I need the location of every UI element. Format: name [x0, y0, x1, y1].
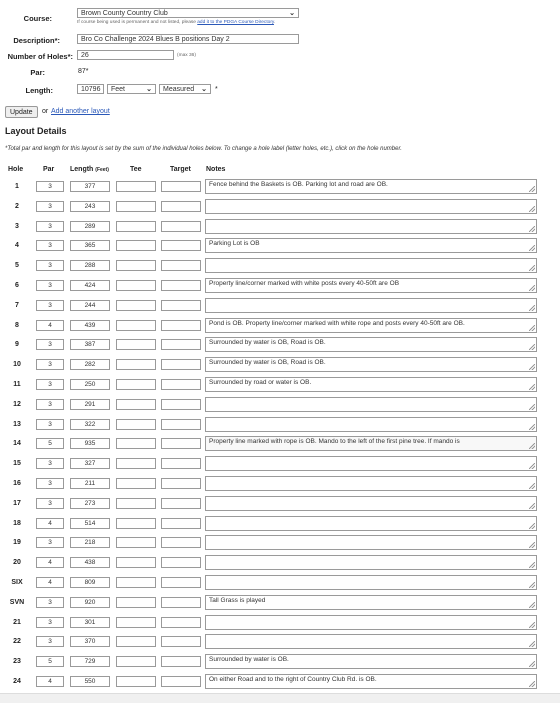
par-input[interactable]: 5 [36, 656, 64, 667]
hole-number-link[interactable]: 7 [15, 301, 19, 309]
hole-number-link[interactable]: 18 [13, 519, 21, 527]
hole-number-link[interactable]: SVN [9, 598, 25, 606]
resize-grip-icon[interactable] [529, 305, 535, 311]
tee-input[interactable] [116, 399, 156, 410]
length-input[interactable]: 365 [70, 240, 110, 251]
notes-textarea[interactable] [205, 179, 537, 194]
par-input[interactable]: 5 [36, 438, 64, 449]
table-row [0, 633, 560, 653]
par-input[interactable]: 3 [36, 478, 64, 489]
table-row [0, 356, 560, 376]
par-input[interactable]: 4 [36, 557, 64, 568]
length-input[interactable]: 291 [70, 399, 110, 410]
par-input[interactable]: 3 [36, 498, 64, 509]
notes-textarea[interactable] [205, 436, 537, 451]
target-input[interactable] [161, 478, 201, 489]
length-input[interactable]: 243 [70, 201, 110, 212]
tee-input[interactable] [116, 201, 156, 212]
hole-number-link[interactable]: 2 [15, 202, 19, 210]
par-input[interactable]: 3 [36, 260, 64, 271]
target-input[interactable] [161, 656, 201, 667]
table-row [0, 396, 560, 416]
tee-input[interactable] [116, 557, 156, 568]
target-input[interactable] [161, 359, 201, 370]
length-input[interactable]: 438 [70, 557, 110, 568]
tee-input[interactable] [116, 676, 156, 687]
table-row [0, 198, 560, 218]
length-input[interactable]: 244 [70, 300, 110, 311]
notes-textarea[interactable] [205, 417, 537, 432]
notes-textarea[interactable] [205, 496, 537, 511]
chevron-down-icon: ⌄ [289, 10, 295, 17]
length-input[interactable]: 439 [70, 320, 110, 331]
notes-textarea[interactable] [205, 199, 537, 214]
tee-input[interactable] [116, 260, 156, 271]
hole-number-link[interactable]: 5 [15, 262, 19, 270]
course-select-value: Brown County Country Club [81, 9, 168, 17]
hole-number-link[interactable]: 19 [13, 539, 21, 547]
par-input[interactable]: 3 [36, 339, 64, 350]
header-tee: Tee [130, 166, 142, 173]
par-input[interactable]: 4 [36, 577, 64, 588]
tee-input[interactable] [116, 419, 156, 430]
notes-textarea[interactable] [205, 674, 537, 689]
resize-grip-icon[interactable] [529, 542, 535, 548]
header-hole: Hole [8, 166, 24, 173]
length-input[interactable]: 289 [70, 221, 110, 232]
add-layout-link[interactable]: Add another layout [51, 108, 110, 115]
tee-input[interactable] [116, 636, 156, 647]
par-input[interactable]: 4 [36, 320, 64, 331]
unit-select-value: Feet [111, 85, 126, 93]
hole-number-link[interactable]: 3 [15, 222, 19, 230]
tee-input[interactable] [116, 617, 156, 628]
tee-input[interactable] [116, 181, 156, 192]
resize-grip-icon[interactable] [529, 384, 535, 390]
par-input[interactable]: 3 [36, 597, 64, 608]
length-input[interactable]: 301 [70, 617, 110, 628]
resize-grip-icon[interactable] [529, 443, 535, 449]
notes-text: Property line/corner marked with white posts every 40-50ft are OB [209, 280, 400, 287]
table-row [0, 297, 560, 317]
target-input[interactable] [161, 577, 201, 588]
hole-number-link[interactable]: 22 [13, 638, 21, 646]
course-hint: If course being used is permanent and not listed, please add it to the PDGA Course Directory. [77, 20, 276, 25]
hole-number-link[interactable]: 11 [13, 381, 21, 388]
target-input[interactable] [161, 676, 201, 687]
notes-text: Property line marked with rope is OB. Mando to the left of the first pine tree. If mando is [209, 438, 460, 446]
holes-hint: (max 36) [177, 53, 196, 58]
table-row [0, 317, 560, 337]
par-input[interactable]: 3 [36, 201, 64, 212]
tee-input[interactable] [116, 478, 156, 489]
table-row [0, 475, 560, 495]
length-input[interactable]: 729 [70, 656, 110, 667]
par-input[interactable]: 4 [36, 676, 64, 687]
hole-number-link[interactable]: 1 [15, 183, 19, 190]
tee-input[interactable] [116, 656, 156, 667]
tee-input[interactable] [116, 438, 156, 449]
notes-textarea[interactable] [205, 219, 537, 234]
measure-select[interactable] [159, 84, 211, 94]
par-label: Par: [30, 68, 45, 77]
resize-grip-icon[interactable] [529, 602, 535, 608]
tee-input[interactable] [116, 240, 156, 251]
notes-textarea[interactable] [205, 357, 537, 372]
tee-input[interactable] [116, 577, 156, 588]
par-input[interactable]: 3 [36, 359, 64, 370]
notes-textarea[interactable] [205, 318, 537, 333]
measure-select-value: Measured [163, 85, 195, 93]
or-text: or [42, 108, 49, 115]
notes-textarea[interactable] [205, 516, 537, 531]
table-row [0, 257, 560, 277]
resize-grip-icon[interactable] [529, 503, 535, 509]
resize-grip-icon[interactable] [529, 641, 535, 647]
tee-input[interactable] [116, 300, 156, 311]
resize-grip-icon[interactable] [529, 661, 535, 667]
table-row [0, 218, 560, 238]
target-input[interactable] [161, 379, 201, 390]
notes-textarea[interactable] [205, 258, 537, 273]
tee-input[interactable] [116, 597, 156, 608]
target-input[interactable] [161, 181, 201, 192]
hole-number-link[interactable]: 10 [13, 361, 21, 369]
hole-number-link[interactable]: 23 [13, 658, 21, 666]
length-input[interactable]: 250 [70, 379, 110, 390]
length-asterisk: * [215, 86, 218, 93]
notes-textarea[interactable] [205, 595, 537, 610]
par-input[interactable]: 3 [36, 221, 64, 232]
notes-textarea[interactable] [205, 575, 537, 590]
add-course-link[interactable]: add it to the PDGA Course Directory [197, 20, 274, 25]
length-input[interactable]: 370 [70, 636, 110, 647]
notes-text: Pond is OB. Property line/corner marked with white rope and posts every 40-50ft are OB. [209, 319, 465, 327]
notes-textarea[interactable] [205, 456, 537, 471]
table-row [0, 237, 560, 257]
hole-number-link[interactable]: SIX [11, 579, 23, 586]
target-input[interactable] [161, 537, 201, 548]
target-input[interactable] [161, 260, 201, 271]
notes-textarea[interactable] [205, 615, 537, 630]
table-row [0, 455, 560, 475]
par-input[interactable]: 3 [36, 617, 64, 628]
target-input[interactable] [161, 518, 201, 529]
table-row [0, 653, 560, 673]
resize-grip-icon[interactable] [529, 582, 535, 588]
par-input[interactable]: 4 [36, 518, 64, 529]
course-select[interactable] [77, 8, 299, 18]
resize-grip-icon[interactable] [529, 226, 535, 232]
table-row [0, 178, 560, 198]
resize-grip-icon[interactable] [529, 562, 535, 568]
length-label: Length: [25, 86, 53, 95]
target-input[interactable] [161, 636, 201, 647]
notes-textarea[interactable] [205, 278, 537, 293]
notes-textarea[interactable] [205, 298, 537, 313]
target-input[interactable] [161, 498, 201, 509]
length-input[interactable]: 809 [70, 577, 110, 588]
length-input[interactable]: 10796 [77, 84, 104, 94]
length-input[interactable]: 550 [70, 676, 110, 687]
update-button[interactable]: Update [5, 106, 38, 118]
hole-number-link[interactable]: 17 [13, 499, 21, 507]
length-input[interactable]: 377 [70, 181, 110, 192]
description-label: Description*: [13, 36, 60, 45]
table-row [0, 614, 560, 634]
notes-textarea[interactable] [205, 535, 537, 550]
tee-input[interactable] [116, 379, 156, 390]
length-input[interactable]: 288 [70, 260, 110, 271]
hole-number-link[interactable]: 24 [13, 678, 21, 685]
target-input[interactable] [161, 240, 201, 251]
resize-grip-icon[interactable] [529, 245, 535, 251]
notes-text: Fence behind the Baskets is OB. Parking lot and road are OB. [209, 181, 388, 188]
resize-grip-icon[interactable] [529, 344, 535, 350]
table-row [0, 554, 560, 574]
length-input[interactable]: 387 [70, 339, 110, 350]
target-input[interactable] [161, 221, 201, 232]
resize-grip-icon[interactable] [529, 186, 535, 192]
par-input[interactable]: 3 [36, 181, 64, 192]
layout-note: *Total par and length for this layout is set by the sum of the individual holes below. To change a hole label (letter holes, etc.), click on the hole number. [5, 146, 402, 152]
par-input[interactable]: 3 [36, 458, 64, 469]
resize-grip-icon[interactable] [529, 483, 535, 489]
tee-input[interactable] [116, 518, 156, 529]
tee-input[interactable] [116, 280, 156, 291]
table-row [0, 416, 560, 436]
target-input[interactable] [161, 419, 201, 430]
tee-input[interactable] [116, 320, 156, 331]
par-value: 87* [78, 68, 89, 75]
layout-details-title: Layout Details [5, 126, 67, 136]
hole-number-link[interactable]: 9 [15, 341, 19, 349]
par-input[interactable]: 3 [36, 399, 64, 410]
length-input[interactable]: 322 [70, 419, 110, 430]
table-row [0, 376, 560, 396]
hole-number-link[interactable]: 13 [13, 420, 21, 428]
header-length: Length (Feet) [70, 166, 109, 173]
par-input[interactable]: 3 [36, 636, 64, 647]
tee-input[interactable] [116, 458, 156, 469]
resize-grip-icon[interactable] [529, 364, 535, 370]
tee-input[interactable] [116, 359, 156, 370]
chevron-down-icon: ⌄ [201, 86, 207, 93]
length-input[interactable]: 218 [70, 537, 110, 548]
hole-number-link[interactable]: 21 [13, 618, 21, 626]
target-input[interactable] [161, 300, 201, 311]
notes-text: Surrounded by water is OB, Road is OB. [209, 359, 326, 367]
hole-number-link[interactable]: 14 [13, 440, 21, 448]
hole-number-link[interactable]: 8 [15, 321, 19, 329]
unit-select[interactable] [107, 84, 156, 94]
notes-text: Surrounded by road or water is OB. [209, 379, 312, 386]
table-row [0, 277, 560, 297]
notes-text: Surrounded by water is OB. [209, 656, 289, 664]
notes-textarea[interactable] [205, 476, 537, 491]
par-input[interactable]: 3 [36, 537, 64, 548]
resize-grip-icon[interactable] [529, 325, 535, 331]
length-input[interactable]: 424 [70, 280, 110, 291]
target-input[interactable] [161, 399, 201, 410]
holes-input[interactable]: 26 [77, 50, 174, 60]
resize-grip-icon[interactable] [529, 206, 535, 212]
target-input[interactable] [161, 597, 201, 608]
par-input[interactable]: 3 [36, 240, 64, 251]
notes-text: On either Road and to the right of Country Club Rd. is OB. [209, 676, 377, 683]
hole-number-link[interactable]: 12 [13, 400, 21, 408]
holes-label: Number of Holes*: [7, 52, 73, 61]
resize-grip-icon[interactable] [529, 622, 535, 628]
table-row [0, 594, 560, 614]
par-input[interactable]: 3 [36, 280, 64, 291]
par-input[interactable]: 3 [36, 419, 64, 430]
tee-input[interactable] [116, 221, 156, 232]
resize-grip-icon[interactable] [529, 404, 535, 410]
table-row [0, 534, 560, 554]
notes-textarea[interactable] [205, 337, 537, 352]
resize-grip-icon[interactable] [529, 265, 535, 271]
tee-input[interactable] [116, 498, 156, 509]
hole-number-link[interactable]: 20 [13, 559, 21, 567]
hole-number-link[interactable]: 15 [13, 460, 21, 468]
notes-text: Tall Grass is played [209, 596, 266, 604]
notes-textarea[interactable] [205, 555, 537, 570]
length-input[interactable]: 211 [70, 478, 110, 489]
chevron-down-icon: ⌄ [146, 86, 152, 93]
length-input[interactable]: 273 [70, 498, 110, 509]
length-input[interactable]: 935 [70, 438, 110, 449]
target-input[interactable] [161, 320, 201, 331]
resize-grip-icon[interactable] [529, 463, 535, 469]
hole-number-link[interactable]: 4 [15, 242, 19, 250]
resize-grip-icon[interactable] [529, 285, 535, 291]
resize-grip-icon[interactable] [529, 681, 535, 687]
header-target: Target [170, 166, 191, 173]
hole-number-link[interactable]: 6 [15, 282, 19, 289]
target-input[interactable] [161, 280, 201, 291]
table-row [0, 673, 560, 693]
notes-text: Surrounded by water is OB, Road is OB. [209, 339, 326, 347]
table-row [0, 336, 560, 356]
header-notes: Notes [206, 166, 226, 173]
target-input[interactable] [161, 458, 201, 469]
length-input[interactable]: 920 [70, 597, 110, 608]
resize-grip-icon[interactable] [529, 523, 535, 529]
resize-grip-icon[interactable] [529, 424, 535, 430]
notes-textarea[interactable] [205, 397, 537, 412]
length-input[interactable]: 282 [70, 359, 110, 370]
target-input[interactable] [161, 438, 201, 449]
length-input[interactable]: 514 [70, 518, 110, 529]
notes-textarea[interactable] [205, 238, 537, 253]
notes-textarea[interactable] [205, 654, 537, 669]
table-row [0, 574, 560, 594]
notes-text: Parking Lot is OB [209, 240, 260, 248]
description-input[interactable]: Bro Co Challenge 2024 Blues B positions Day 2 [77, 34, 299, 44]
table-row [0, 515, 560, 535]
par-input[interactable]: 3 [36, 379, 64, 390]
course-label: Course: [23, 14, 52, 23]
header-par: Par [43, 166, 55, 173]
table-row [0, 435, 560, 455]
length-input[interactable]: 327 [70, 458, 110, 469]
notes-textarea[interactable] [205, 377, 537, 392]
target-input[interactable] [161, 339, 201, 350]
target-input[interactable] [161, 201, 201, 212]
tee-input[interactable] [116, 537, 156, 548]
notes-textarea[interactable] [205, 634, 537, 649]
target-input[interactable] [161, 617, 201, 628]
table-row [0, 495, 560, 515]
hole-number-link[interactable]: 16 [13, 480, 21, 487]
par-input[interactable]: 3 [36, 300, 64, 311]
target-input[interactable] [161, 557, 201, 568]
tee-input[interactable] [116, 339, 156, 350]
